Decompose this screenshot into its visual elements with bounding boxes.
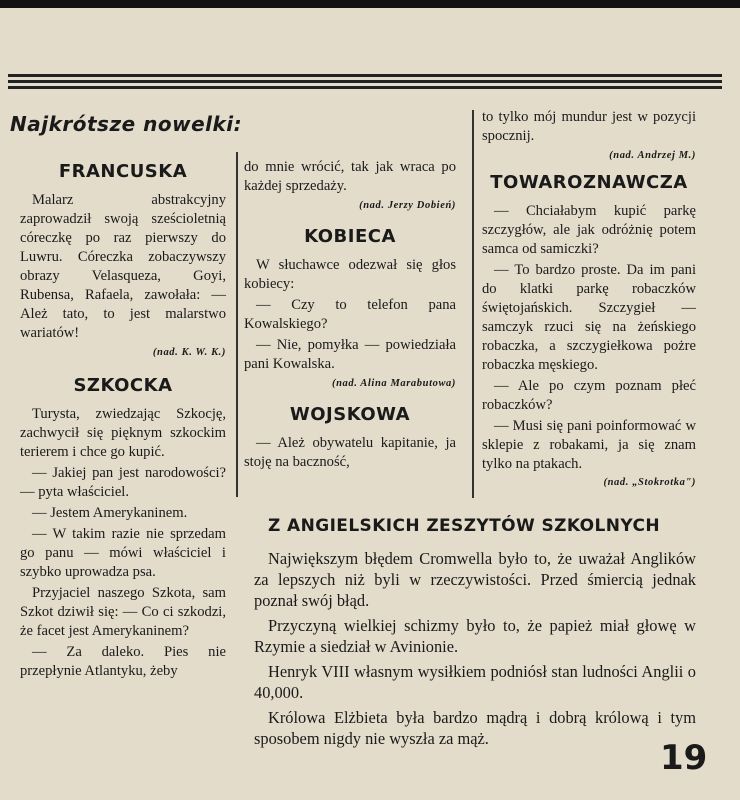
- story-paragraph: — Musi się pani poinformować w sklepie z robakami, ja się znam tylko na ptakach.: [482, 418, 696, 472]
- story-signature: (nad. Alina Marabutowa): [332, 378, 456, 389]
- school-quote: Henryk VIII własnym wysiłkiem podniósł stan ludności Anglii o 40,000.: [254, 662, 696, 702]
- school-quote: Przyczyną wielkiej schizmy było to, że papież miał głowę w Rzymie a siedział w Avinionie.: [254, 616, 696, 656]
- school-quote: Królowa Elżbieta była bardzo mądrą i dobrą królową i tym sposobem nigdy nie wyszła za mąż.: [254, 708, 696, 748]
- story-text: to tylko mój mundur jest w pozycji spocznij.: [482, 109, 696, 144]
- school-quote: Największym błędem Cromwella było to, że uważał Anglików za lepszych niż byli w rzeczywistości. Przed śmiercią jednak poznał swój błąd.: [254, 549, 696, 610]
- page-title: Najkrótsze nowelki:: [10, 112, 243, 136]
- story-text: — Ależ obywatelu kapitanie, ja stoję na baczność,: [244, 435, 456, 470]
- header-rule: [8, 74, 722, 77]
- story-signature: (nad. K. W. K.): [152, 347, 226, 358]
- story-paragraph: — Ale po czym poznam płeć robaczków?: [482, 378, 696, 413]
- column-divider: [236, 152, 238, 497]
- story-text: do mnie wrócić, tak jak wraca po każdej sprzedaży.: [244, 159, 456, 194]
- column-divider: [472, 110, 474, 498]
- story-paragraph: — Chciałabym kupić parkę szczygłów, ale jak odróżnię potem samca od samiczki?: [482, 203, 696, 257]
- column-1: [20, 156, 226, 683]
- story-paragraph: — To bardzo proste. Da im pani do klatki parkę robaczków świętojańskich. Szczygieł — samczyk rzuci się na żeńskiego robaczka, a szczygiełkowa pożre robaczka męskiego.: [482, 262, 696, 373]
- story-title-towaroznawcza: TOWAROZNAWCZA: [490, 172, 688, 193]
- story-paragraph: Przyjaciel naszego Szkota, sam Szkot dziwił się: — Co ci szkodzi, że facet jest Amerykaninem?: [20, 585, 226, 639]
- story-paragraph: — Za daleko. Pies nie przepłynie Atlantyku, żeby: [20, 644, 226, 679]
- story-paragraph: — Nie, pomyłka — powiedziała pani Kowalska.: [244, 337, 456, 372]
- column-3: [482, 108, 696, 496]
- story-title-szkocka: SZKOCKA: [73, 375, 173, 396]
- story-paragraph: — Jakiej pan jest narodowości? — pyta właściciel.: [20, 465, 226, 500]
- header-rule: [8, 86, 722, 89]
- page-number: 19: [660, 738, 708, 778]
- story-paragraph: Turysta, zwiedzając Szkocję, zachwycił się pięknym szkockim terierem i chce go kupić.: [20, 406, 226, 460]
- section-title-school-notebooks: Z ANGIELSKICH ZESZYTÓW SZKOLNYCH: [268, 516, 660, 536]
- story-signature: (nad. Jerzy Dobień): [359, 200, 456, 211]
- top-border-bar: [0, 0, 740, 8]
- column-2: [244, 158, 456, 474]
- story-title-wojskowa: WOJSKOWA: [289, 404, 411, 425]
- header-rule: [8, 80, 722, 83]
- story-paragraph: — Czy to telefon pana Kowalskiego?: [244, 297, 456, 332]
- story-signature: (nad. Andrzej M.): [609, 150, 696, 161]
- story-text: Malarz abstrakcyjny zaprowadził swoją sześcioletnią córeczkę po raz pierwszy do Luwru. Córeczka zobaczywszy obrazy Velasqueza, Goyi, Rubensa, Rafaela, zawołała: — Ależ tato, to jest malarstwo wariatów!: [20, 192, 226, 341]
- school-notebooks-text: [254, 548, 696, 753]
- story-paragraph: — W takim razie nie sprzedam go panu — mówi właściciel i szybko uprowadza psa.: [20, 526, 226, 580]
- story-paragraph: — Jestem Amerykaninem.: [32, 505, 188, 521]
- story-signature: (nad. „Stokrotka"): [603, 477, 696, 488]
- story-paragraph: W słuchawce odezwał się głos kobiecy:: [244, 257, 456, 292]
- story-title-kobieca: KOBIECA: [304, 226, 396, 247]
- story-title-francuska: FRANCUSKA: [58, 161, 188, 182]
